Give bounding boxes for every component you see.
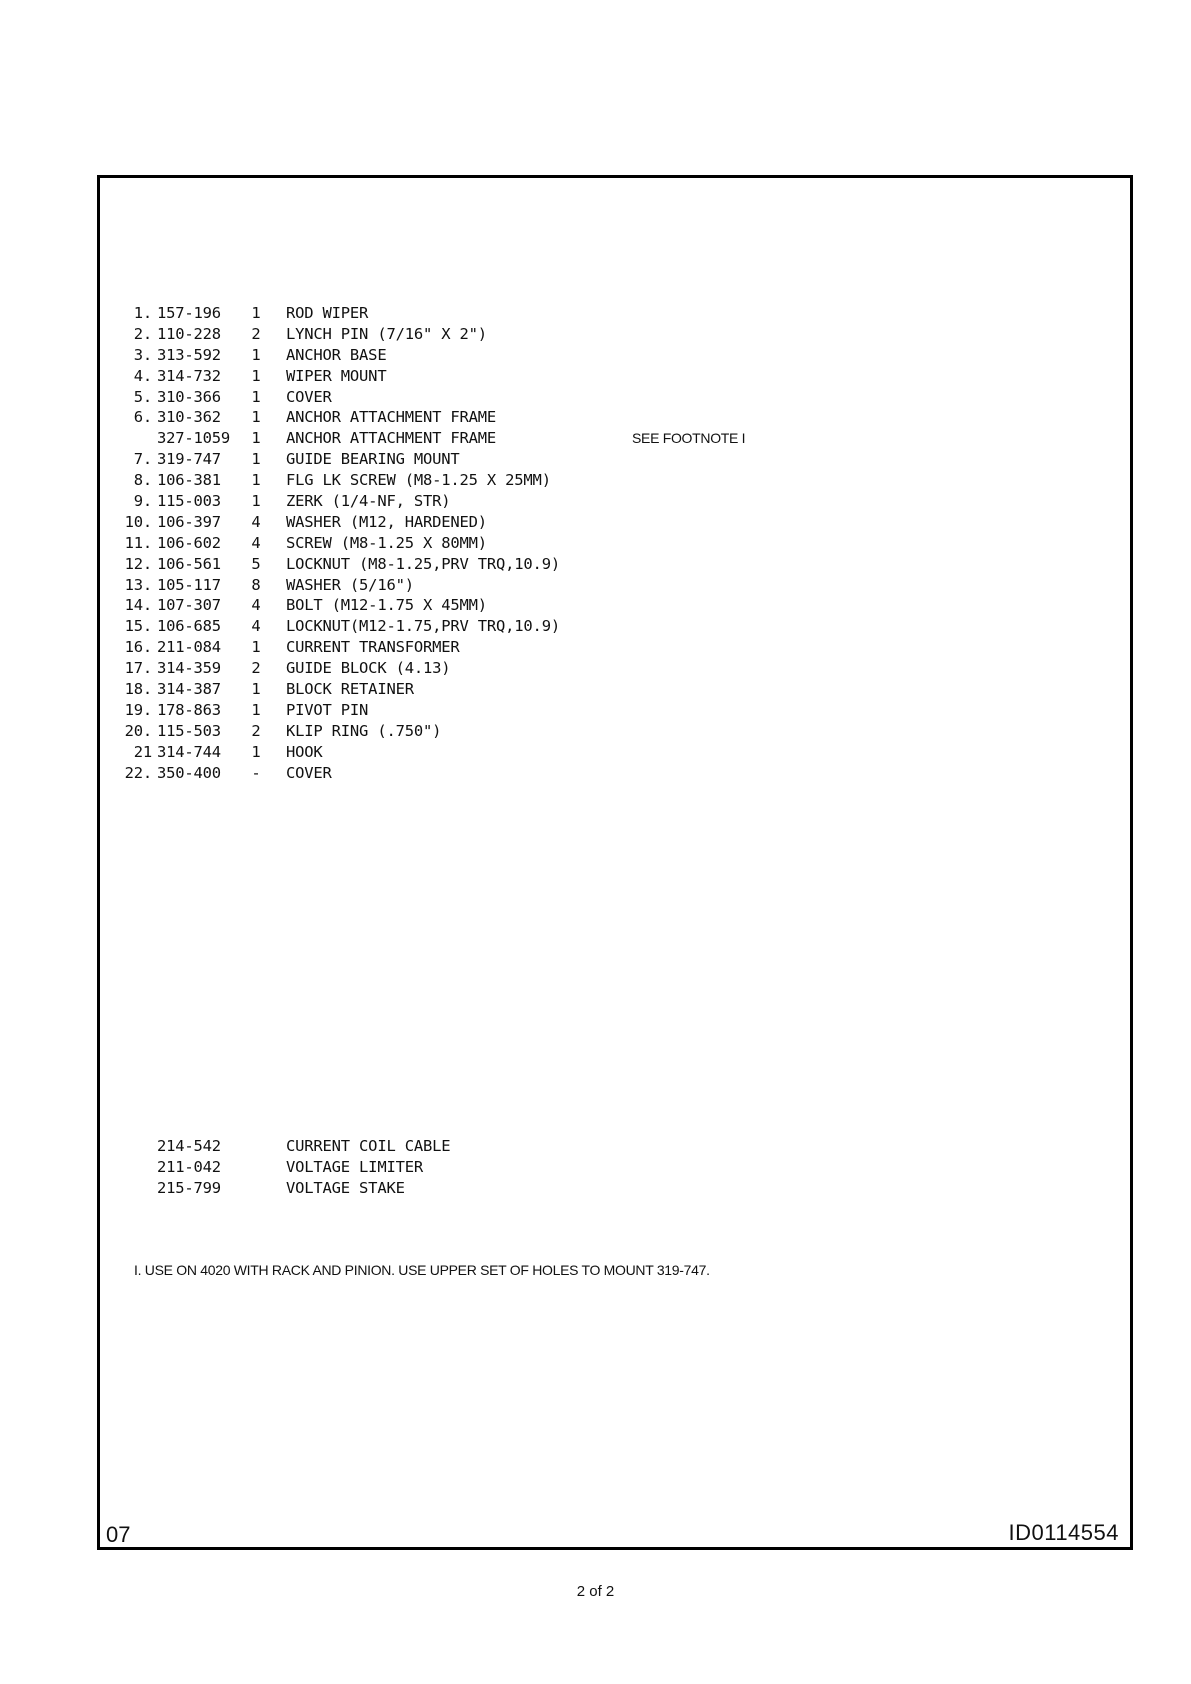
item-number: 2. [133, 324, 152, 343]
part-number: 313-592 [157, 345, 221, 364]
part-number: 215-799 [157, 1178, 221, 1197]
quantity: 2 [251, 324, 261, 343]
quantity: 1 [251, 304, 261, 322]
description: PIVOT PIN [286, 700, 369, 719]
page-number: 2 of 2 [576, 1583, 615, 1600]
item-number: 1. [133, 304, 152, 322]
item-number: 8. [133, 471, 152, 490]
description: COVER [286, 763, 332, 782]
item-number: 17. [124, 659, 152, 678]
part-number: 314-359 [157, 659, 221, 678]
part-number: 157-196 [157, 304, 221, 322]
item-number: 18. [124, 680, 152, 699]
quantity: 1 [251, 366, 261, 385]
description: ROD WIPER [286, 304, 369, 322]
quantity: 1 [251, 680, 261, 699]
item-number: 11. [124, 533, 152, 552]
part-number: 107-307 [157, 596, 221, 615]
description: HOOK [286, 742, 323, 761]
description: WASHER (M12, HARDENED) [286, 512, 487, 531]
description: VOLTAGE STAKE [286, 1178, 405, 1197]
description: WIPER MOUNT [286, 366, 387, 385]
part-number: 211-042 [157, 1157, 221, 1176]
description: ANCHOR BASE [286, 345, 387, 364]
description: GUIDE BLOCK (4.13) [286, 659, 451, 678]
item-number: 22. [124, 763, 152, 782]
quantity: 1 [251, 345, 261, 364]
quantity: 1 [251, 638, 261, 657]
description: SCREW (M8-1.25 X 80MM) [286, 533, 487, 552]
description: ZERK (1/4-NF, STR) [286, 492, 451, 511]
part-number: 314-744 [157, 742, 221, 761]
quantity: 1 [251, 429, 261, 448]
quantity: 2 [251, 721, 261, 740]
part-number: 106-685 [157, 617, 221, 636]
description: FLG LK SCREW (M8-1.25 X 25MM) [286, 471, 551, 490]
item-number: 19. [124, 700, 152, 719]
part-number: 310-362 [157, 408, 221, 427]
description: VOLTAGE LIMITER [286, 1157, 423, 1176]
part-number: 106-602 [157, 533, 221, 552]
quantity: 1 [251, 700, 261, 719]
quantity: 4 [251, 596, 261, 615]
quantity: 4 [251, 512, 261, 531]
description: GUIDE BEARING MOUNT [286, 450, 460, 469]
description: COVER [286, 387, 332, 406]
footnote: I. USE ON 4020 WITH RACK AND PINION. USE UPPER SET OF HOLES TO MOUNT 319-747. [134, 1262, 710, 1278]
part-number: 110-228 [157, 324, 221, 343]
description: WASHER (5/16") [286, 575, 414, 594]
quantity: 4 [251, 533, 261, 552]
quantity: 1 [251, 471, 261, 490]
quantity: 1 [251, 450, 261, 469]
part-number: 314-732 [157, 366, 221, 385]
description: CURRENT COIL CABLE [286, 1137, 451, 1155]
item-number: 15. [124, 617, 152, 636]
description: BOLT (M12-1.75 X 45MM) [286, 596, 487, 615]
sheet-code: 07 [106, 1522, 131, 1547]
part-number: 115-003 [157, 492, 221, 511]
part-number: 105-117 [157, 575, 221, 594]
part-number: 211-084 [157, 638, 221, 657]
quantity: 1 [251, 408, 261, 427]
item-number: 3. [133, 345, 152, 364]
item-number: 7. [133, 450, 152, 469]
part-number: 314-387 [157, 680, 221, 699]
description: CURRENT TRANSFORMER [286, 638, 460, 657]
note: SEE FOOTNOTE I [632, 430, 746, 447]
part-number: 319-747 [157, 450, 221, 469]
quantity: 8 [251, 575, 261, 594]
item-number: 5. [133, 387, 152, 406]
part-number: 106-397 [157, 512, 221, 531]
drawing-id: ID0114554 [1008, 1520, 1119, 1545]
quantity: 2 [251, 659, 261, 678]
item-number: 9. [133, 492, 152, 511]
quantity: 1 [251, 742, 261, 761]
part-number: 310-366 [157, 387, 221, 406]
description: KLIP RING (.750") [286, 721, 442, 740]
part-number: 214-542 [157, 1137, 221, 1155]
item-number: 16. [124, 638, 152, 657]
quantity: 1 [251, 387, 261, 406]
item-number: 4. [133, 366, 152, 385]
quantity: 1 [251, 492, 261, 511]
description: LOCKNUT(M12-1.75,PRV TRQ,10.9) [286, 617, 560, 636]
item-number: 20. [124, 721, 152, 740]
description: BLOCK RETAINER [286, 680, 414, 699]
part-number: 106-381 [157, 471, 221, 490]
item-number: 6. [133, 408, 152, 427]
description: LYNCH PIN (7/16" X 2") [286, 324, 487, 343]
item-number: 12. [124, 554, 152, 573]
quantity: 5 [251, 554, 261, 573]
part-number: 350-400 [157, 763, 221, 782]
item-number: 13. [124, 575, 152, 594]
item-number: 14. [124, 596, 152, 615]
item-number: 21 [133, 742, 152, 761]
quantity: - [251, 763, 261, 782]
description: ANCHOR ATTACHMENT FRAME [286, 429, 497, 448]
part-number: 115-503 [157, 721, 221, 740]
part-number: 178-863 [157, 700, 221, 719]
part-number: 106-561 [157, 554, 221, 573]
quantity: 4 [251, 617, 261, 636]
part-number: 327-1059 [157, 429, 231, 448]
description: LOCKNUT (M8-1.25,PRV TRQ,10.9) [286, 554, 560, 573]
description: ANCHOR ATTACHMENT FRAME [286, 408, 497, 427]
item-number: 10. [124, 512, 152, 531]
